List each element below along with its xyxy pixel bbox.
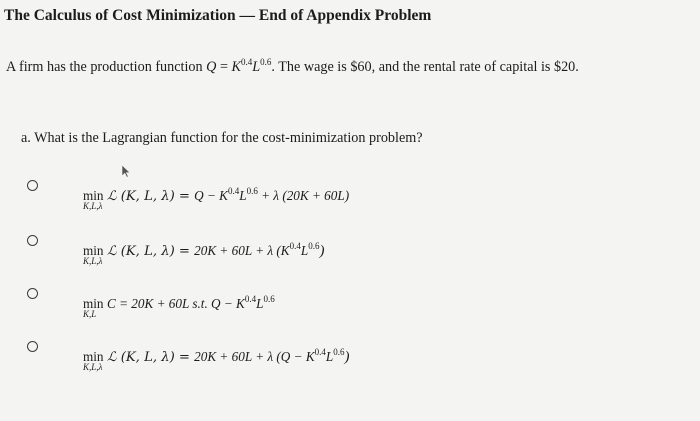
function-base-k: K xyxy=(231,59,241,75)
option-2-min-operator xyxy=(83,243,107,266)
option-1-min-operator xyxy=(83,188,107,211)
option-3-rhs-b: L xyxy=(256,296,264,311)
mouse-cursor-icon xyxy=(121,164,131,178)
option-2-min: min xyxy=(83,243,104,258)
option-2-exp-b: 0.6 xyxy=(308,241,320,251)
option-1-exp-a: 0.4 xyxy=(227,186,240,196)
option-2-lhs: ℒ (K, L, λ) = xyxy=(107,244,195,259)
option-4-min-operator xyxy=(83,349,107,372)
option-3-min-operator xyxy=(83,296,107,319)
option-1-min: min xyxy=(83,188,104,203)
option-3-lhs: C = xyxy=(107,296,132,311)
option-1-rhs-b: L xyxy=(239,188,247,203)
answer-option-4[interactable] xyxy=(0,341,700,381)
problem-suffix: . The wage is $60, and the rental rate of capital is $20. xyxy=(271,59,579,75)
option-2-min-subscript: K,L,λ xyxy=(83,256,103,266)
answer-option-2[interactable] xyxy=(0,235,700,275)
function-exp-k: 0.4 xyxy=(241,57,253,67)
option-4-rhs-a: 20K + 60L + λ (Q − K xyxy=(194,349,315,364)
answer-option-1[interactable] xyxy=(0,180,700,220)
option-3-exp-a: 0.4 xyxy=(244,294,257,304)
option-4-lhs: ℒ (K, L, λ) = xyxy=(107,350,195,365)
option-3-min-subscript: K,L xyxy=(83,309,97,319)
production-function: $Q = K^{0.4}L^{0.6}$ xyxy=(206,57,272,75)
question-label: a. What is the Lagrangian function for the cost-minimization problem? xyxy=(21,130,423,146)
option-1-exp-b: 0.6 xyxy=(246,186,258,196)
option-1-rhs-c: + λ (20K + 60L) xyxy=(257,188,350,203)
radio-button-option-1[interactable] xyxy=(27,180,38,191)
option-2-rhs-b: L xyxy=(300,243,309,258)
problem-prefix: A firm has the production function xyxy=(6,59,207,75)
option-1-lhs: ℒ (K, L, λ) = xyxy=(107,189,195,204)
radio-button-option-3[interactable] xyxy=(27,288,38,299)
option-4-min-subscript: K,L,λ xyxy=(83,362,103,372)
option-2-exp-a: 0.4 xyxy=(289,241,301,251)
problem-statement xyxy=(6,59,579,76)
option-4-min: min xyxy=(83,349,104,364)
function-base-l: L xyxy=(252,59,261,75)
option-4-rhs-b: L xyxy=(325,349,334,364)
option-3-formula xyxy=(83,294,275,319)
option-1-min-subscript: K,L,λ xyxy=(83,201,103,211)
option-3-rhs-a: 20K + 60L s.t. Q − K xyxy=(131,296,245,311)
option-4-exp-b: 0.6 xyxy=(333,347,345,357)
option-2-rhs-a: 20K + 60L + λ (K xyxy=(194,243,290,258)
option-3-exp-b: 0.6 xyxy=(263,294,275,304)
radio-button-option-4[interactable] xyxy=(27,341,38,352)
option-2-rhs-c: ) xyxy=(319,243,325,259)
answer-option-3[interactable] xyxy=(0,288,700,328)
option-4-rhs-c: ) xyxy=(344,349,350,365)
function-lhs: Q xyxy=(206,59,217,75)
option-2-formula xyxy=(83,241,325,266)
option-4-formula xyxy=(83,347,350,372)
radio-button-option-2[interactable] xyxy=(27,235,38,246)
option-4-exp-a: 0.4 xyxy=(314,347,326,357)
option-1-formula xyxy=(83,186,350,211)
function-exp-l: 0.6 xyxy=(260,57,272,67)
option-1-rhs-a: Q − K xyxy=(194,188,228,203)
option-3-min: min xyxy=(83,296,104,311)
page-title: The Calculus of Cost Minimization — End of Appendix Problem xyxy=(4,7,432,24)
